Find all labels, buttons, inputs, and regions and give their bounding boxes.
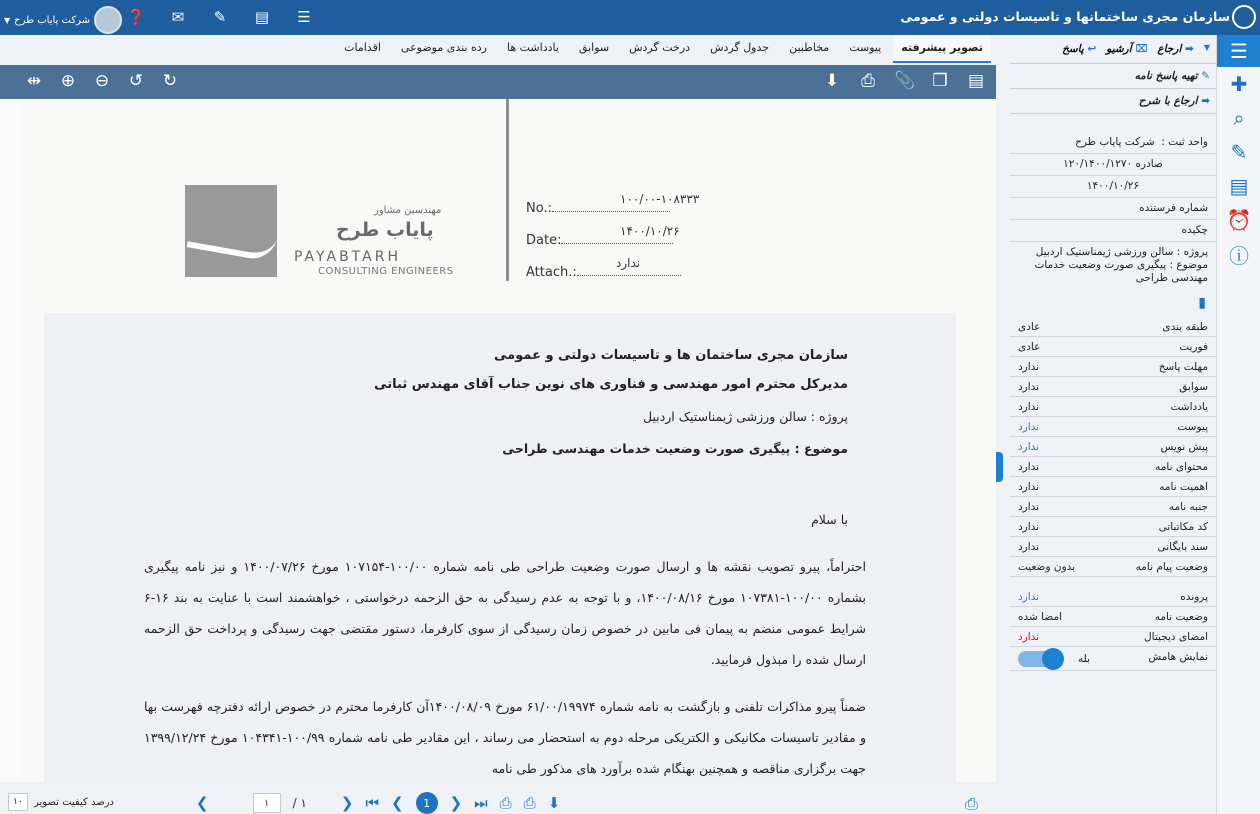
letter-date-field: [526, 224, 680, 248]
logo-subtitle: مهندسین مشاور: [374, 205, 442, 216]
letter-info-panel: [1010, 35, 1216, 814]
property-value[interactable]: ندارد: [1018, 421, 1040, 433]
page-total: / ۱: [292, 796, 307, 810]
compose-icon: ✎: [1201, 70, 1210, 82]
tab-6[interactable]: یادداشت ها: [506, 41, 559, 54]
tab-3[interactable]: جدول گردش: [710, 41, 770, 54]
tab-1[interactable]: پیوست: [849, 41, 882, 54]
property-value: ندارد: [1018, 521, 1040, 533]
property-value: ندارد: [1018, 631, 1040, 643]
top-bar: [0, 0, 1260, 35]
page-navigation: [196, 792, 560, 814]
property-key: سند بایگانی: [1157, 541, 1208, 553]
property-row: [1010, 417, 1216, 437]
zoom-in-icon[interactable]: ⊕: [60, 71, 76, 91]
action-row: [1010, 35, 1216, 64]
archive-icon: ⌧: [1135, 43, 1148, 55]
inbox-icon[interactable]: ▤: [254, 8, 270, 26]
property-row: [1010, 457, 1216, 477]
reply-icon: ↩: [1087, 43, 1097, 55]
property-row: [1010, 357, 1216, 377]
tab-0[interactable]: تصویر پیشرفته: [893, 35, 991, 63]
print-icon[interactable]: ⎙: [861, 71, 875, 91]
archive-label: آرشیو: [1106, 43, 1132, 55]
print-icon[interactable]: ⎙: [965, 794, 978, 813]
info-icon[interactable]: ⓘ: [1229, 243, 1249, 268]
no-label: No.:: [526, 201, 552, 216]
no-value: ۱۰۰/۰۰-۱۰۸۳۳۳: [620, 192, 700, 206]
body-paragraph-2: ضمناً پیرو مذاکرات تلفنی و بازگشت به نامه شماره ۶۱/۰۰/۱۹۹۷۴ مورخ ۱۴۰۰/۰۸/۰۹آن کارفرما محترم در خصوص ارائه دفترچه فهرست بها و مقادیر تاسیسات مکانیکی و الکتریکی مرحله دوم به استحضار می رساند ، این مقادیر طی نامه شماره ۱۰۰/۹۹-۱۰۴۳۴۱ مورخ ۱۳۹۹/۱۲/۲۴ جهت برگزاری مناقصه و همچنین بهنگام شده برآورد های مذکور طی نامه: [144, 699, 866, 776]
user-name: شرکت پایاب طرح: [14, 14, 90, 26]
edit-letter-icon[interactable]: ✎: [1230, 140, 1248, 164]
property-value: ندارد: [1018, 361, 1040, 373]
chevron-down-icon[interactable]: ▼: [1203, 43, 1210, 52]
prev-page-icon[interactable]: ❮: [390, 794, 404, 812]
tab-2[interactable]: مخاطبین: [789, 41, 830, 54]
property-key: فوریت: [1179, 341, 1208, 353]
property-value: ندارد: [1018, 381, 1040, 393]
refer-button[interactable]: [1157, 43, 1193, 55]
quality-label: درصد کیفیت تصویر: [34, 796, 114, 808]
print-add-icon[interactable]: ⎙: [499, 794, 512, 812]
sender-number: شماره فرستنده: [1010, 198, 1216, 220]
properties-list: [1010, 317, 1216, 577]
arrow-right-icon: ➡: [1201, 95, 1210, 107]
property-value: امضا شده: [1018, 611, 1062, 623]
property-row: [1010, 537, 1216, 557]
property-row: [1010, 647, 1216, 671]
property-key: طبقه بندی: [1162, 321, 1208, 333]
list-icon[interactable]: ▤: [1229, 174, 1249, 198]
property-value[interactable]: ندارد: [1018, 441, 1040, 453]
property-row: [1010, 477, 1216, 497]
body-paragraph-1: احتراماً، پیرو تصویب نقشه ها و ارسال صورت وضعیت طراحی طی نامه شماره ۱۰۰/۰۰-۱۰۷۱۵۴ مورخ ۱۴۰۰/۰۷/۲۶ و نیز نامه پیگیری بشماره ۱۰۰/۰۰-۱۰۷۳۸۱ مورخ ۱۴۰۰/۰۸/۱۶، و با توجه به عدم رسیدگی به حق الزحمه درخواستی ، خواهشمند است با عنایت به بند ۱۶-۶ شرایط عمومی منضم به پیمان فی مابین در خصوص زمان رسیدگی از سوی کارفرما، دستور مقتضی جهت رسیدگی و پرداخت حق الزحمه ارسال شده را مبذول فرمایید.: [144, 559, 866, 667]
property-key: محتوای نامه: [1155, 461, 1208, 473]
fit-width-icon[interactable]: ⇹: [26, 71, 42, 91]
property-value[interactable]: ندارد: [1018, 591, 1040, 603]
main-area: [0, 35, 1003, 814]
viewer-toolbar: [0, 65, 996, 99]
stamp-icon[interactable]: ▤: [967, 71, 985, 91]
property-key: یادداشت: [1170, 401, 1208, 413]
property-key: پرونده: [1180, 591, 1208, 603]
refer-label: ارجاع: [1157, 43, 1182, 55]
menu-icon[interactable]: ☰: [1217, 35, 1260, 67]
property-row: [1010, 317, 1216, 337]
compose-icon[interactable]: ✎: [213, 8, 227, 26]
property-value: ندارد: [1018, 401, 1040, 413]
chevron-down-icon: ▼: [4, 15, 11, 25]
copy-icon[interactable]: ❐: [932, 71, 948, 91]
print-list-icon[interactable]: ⎙: [523, 794, 536, 812]
tasks-icon[interactable]: ☰: [297, 8, 311, 26]
property-row: [1010, 397, 1216, 417]
recipient-line-1: سازمان مجری ساختمان ها و تاسیسات دولتی و عمومی: [494, 348, 848, 363]
property-key: پیش نویس: [1160, 441, 1208, 453]
letter-date: ۱۴۰۰/۱۰/۲۶: [1010, 176, 1216, 198]
app-title: سازمان مجری ساختمانها و تاسیسات دولتی و عمومی: [900, 9, 1230, 24]
last-page-icon[interactable]: ⏮: [365, 794, 379, 812]
property-row: [1010, 517, 1216, 537]
property-key: وضعیت پیام نامه: [1135, 561, 1208, 573]
logo-text-en2: CONSULTING ENGINEERS: [318, 266, 454, 277]
property-value: بدون وضعیت: [1018, 561, 1076, 573]
property-value: ندارد: [1018, 481, 1040, 493]
prepare-reply-label: تهیه پاسخ نامه: [1134, 70, 1198, 82]
download-icon[interactable]: ⬇: [547, 794, 561, 812]
page-input[interactable]: ۱: [253, 793, 281, 813]
tab-8[interactable]: اقدامات: [344, 41, 381, 54]
attachment-icon[interactable]: 📎: [894, 71, 916, 91]
first-page-icon[interactable]: ⏭: [474, 794, 488, 812]
bottom-bar: [0, 782, 1003, 814]
app-logo-icon: [1232, 5, 1256, 29]
unit-label: واحد ثبت :: [1161, 136, 1208, 148]
property-key: کد مکاتباتی: [1158, 521, 1208, 533]
date-label: Date:: [526, 233, 562, 248]
property-key: امضای دیجیتال: [1144, 631, 1208, 643]
search-letter-icon[interactable]: ⌕: [1233, 106, 1245, 130]
tab-7[interactable]: رده بندی موضوعی: [400, 41, 487, 54]
property-row: [1010, 557, 1216, 577]
unit-row: [1010, 132, 1216, 154]
archive-button[interactable]: [1106, 43, 1147, 55]
property-row: [1010, 377, 1216, 397]
project-line: پروژه : سالن ورزشی ژیمناستیک اردبیل: [642, 409, 848, 424]
date-value: ۱۴۰۰/۱۰/۲۶: [620, 224, 680, 238]
summary-text: پروژه : سالن ورزشی ژیمناستیک اردبیل موضوع : پیگیری صورت وضعیت خدمات مهندسی طراحی: [1034, 246, 1208, 284]
property-row: [1010, 337, 1216, 357]
property-key: سوابق: [1179, 381, 1208, 393]
refer-with-note-label: ارجاع با شرح: [1138, 95, 1198, 107]
logo-text-fa: پایاب طرح: [336, 219, 434, 241]
new-letter-icon[interactable]: ✚: [1230, 72, 1248, 96]
property-row: [1010, 607, 1216, 627]
margin-toggle[interactable]: [1018, 651, 1058, 667]
top-icons: [126, 8, 314, 26]
icon-rail: [1216, 35, 1260, 814]
property-value: عادی: [1018, 341, 1041, 353]
document-icon[interactable]: ▮: [1198, 295, 1206, 311]
attach-label: Attach.:: [526, 265, 577, 280]
property-value: ندارد: [1018, 461, 1040, 473]
reply-button[interactable]: [1062, 43, 1096, 55]
issued-number: صادره ۱۲۰/۱۴۰۰/۱۲۷۰: [1010, 154, 1216, 176]
download-icon[interactable]: ⬇: [824, 71, 840, 91]
properties-list-2: [1010, 587, 1216, 671]
quality-control: [8, 793, 114, 811]
chevron-right-icon[interactable]: ❯: [449, 794, 463, 812]
chevron-left-icon[interactable]: ❮: [196, 794, 209, 812]
recipient-line-2: مدیرکل محترم امور مهندسی و فناوری های نوین جناب آقای مهندس ثباتی: [374, 377, 848, 392]
greeting: با سلام: [811, 512, 848, 527]
tab-5[interactable]: سوابق: [578, 41, 610, 54]
logo-text-en: PAYABTARH: [294, 249, 401, 265]
property-value: بله: [1078, 653, 1091, 665]
property-row: [1010, 587, 1216, 607]
tab-bar: [0, 35, 1003, 63]
property-key: اهمیت نامه: [1159, 481, 1208, 493]
current-page-indicator[interactable]: 1: [416, 792, 438, 814]
unit-value: شرکت پایاب طرح: [1075, 136, 1155, 148]
property-row: [1010, 627, 1216, 647]
letter-number: [526, 192, 700, 216]
arrow-right-icon: ➡: [1185, 43, 1194, 55]
property-key: پیوست: [1177, 421, 1208, 433]
next-page-icon[interactable]: ❯: [340, 794, 354, 812]
property-key: جنبه نامه: [1168, 501, 1208, 513]
alarm-icon[interactable]: ⏰: [1226, 208, 1252, 232]
summary-label: چکیده: [1010, 220, 1216, 242]
reply-label: پاسخ: [1062, 43, 1084, 55]
tab-4[interactable]: درخت گردش: [629, 41, 691, 54]
property-value: ندارد: [1018, 501, 1040, 513]
rotate-right-icon[interactable]: ↻: [162, 71, 178, 91]
letter-attach-field: [526, 256, 681, 280]
help-icon[interactable]: ❓: [126, 8, 146, 26]
avatar: [94, 6, 122, 34]
property-value: ندارد: [1018, 541, 1040, 553]
property-row: [1010, 497, 1216, 517]
document-viewer[interactable]: [0, 99, 996, 805]
property-row: [1010, 437, 1216, 457]
property-value: عادی: [1018, 321, 1041, 333]
refer-with-note-button[interactable]: [1010, 89, 1216, 114]
prepare-reply-button[interactable]: [1010, 64, 1216, 89]
letter-page: [18, 99, 996, 805]
property-key: وضعیت نامه: [1154, 611, 1208, 623]
quality-input[interactable]: ۱۰: [8, 793, 28, 811]
rotate-left-icon[interactable]: ↺: [128, 71, 144, 91]
mail-icon[interactable]: ✉: [171, 8, 185, 26]
property-key: نمایش هامش: [1148, 651, 1208, 663]
user-menu[interactable]: [4, 6, 122, 34]
zoom-out-icon[interactable]: ⊖: [94, 71, 110, 91]
attach-value: ندارد: [616, 256, 641, 270]
subject-line: موضوع : پیگیری صورت وضعیت خدمات مهندسی طراحی: [502, 441, 848, 456]
property-key: مهلت پاسخ: [1158, 361, 1208, 373]
